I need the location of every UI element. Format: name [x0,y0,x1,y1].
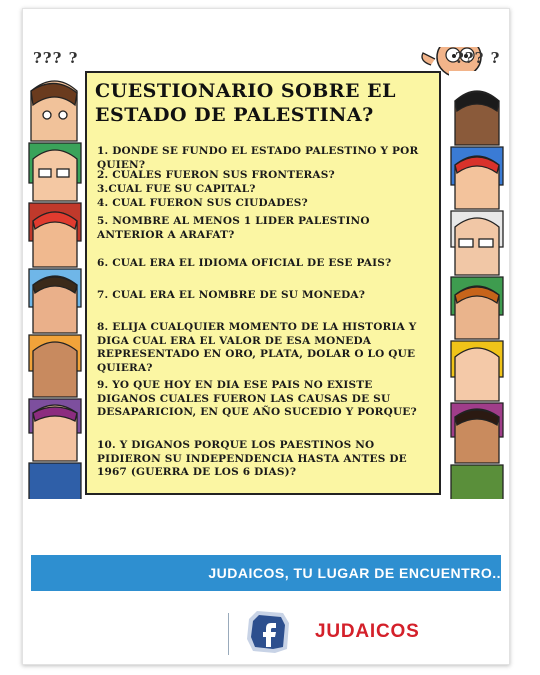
question-item: 5. NOMBRE AL MENOS 1 LIDER PALESTINO ANTERIOR A ARAFAT? [97,215,370,241]
right-characters [449,49,505,499]
post-card [22,8,510,665]
promo-banner[interactable] [31,555,501,591]
cartoon-people-left-icon [27,71,83,499]
question-item: 8. ELIJA CUALQUIER MOMENTO DE LA HISTORIA Y DIGA CUAL ERA EL VALOR DE ESA MONEDA REPRESENTADO EN ORO, PLATA, DOLAR O LO QUE QUIERA? [97,321,417,374]
banner-text: JUDAICOS, TU LUGAR DE ENCUENTRO.. [208,565,501,581]
question-item: 3.CUAL FUE SU CAPITAL? [97,183,256,195]
question-item: 9. YO QUE HOY EN DIA ESE PAIS NO EXISTE DIGANOS CUALES FUERON LAS CAUSAS DE SU DESAPARICION, EN QUE AÑO SUCEDIO Y PORQUE? [97,379,417,418]
left-characters [27,49,83,499]
quiz-title [95,79,435,127]
question-item: 2. CUALES FUERON SUS FRONTERAS? [97,169,335,181]
question-marks: ??? ? [455,49,501,67]
question-marks: ??? ? [33,49,79,67]
question-item: 6. CUAL ERA EL IDIOMA OFICIAL DE ESE PAIS? [97,257,392,269]
question-item: 10. Y DIGANOS PORQUE LOS PAESTINOS NO PIDIERON SU INDEPENDENCIA HASTA ANTES DE 1967 (GUERRA DE LOS 6 DIAS)? [97,439,407,478]
quiz-title-line2: ESTADO DE PALESTINA? [95,104,374,126]
question-item: 4. CUAL FUERON SUS CIUDADES? [97,197,308,209]
quiz-illustration [27,47,505,499]
brand-name[interactable]: JUDAICOS [315,621,420,642]
cartoon-people-right-icon [449,71,505,499]
facebook-icon[interactable] [245,609,291,655]
quiz-panel [85,71,441,495]
divider [228,613,229,655]
question-item: 7. CUAL ERA EL NOMBRE DE SU MONEDA? [97,289,366,301]
quiz-title-line1: CUESTIONARIO SOBRE EL [95,80,396,102]
question-item: 1. DONDE SE FUNDO EL ESTADO PALESTINO Y POR QUIEN? [97,145,419,171]
